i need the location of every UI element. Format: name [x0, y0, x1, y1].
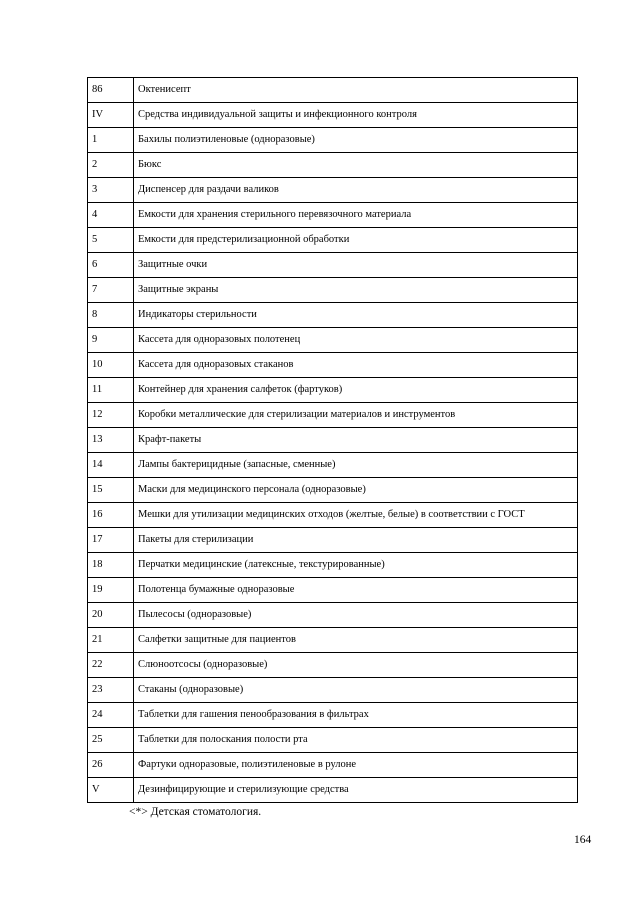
row-number-cell: 21: [88, 628, 134, 653]
row-number-cell: 16: [88, 503, 134, 528]
table-row: [88, 278, 578, 303]
item-name-cell: Емкости для предстерилизационной обработки: [134, 228, 578, 253]
item-name-cell: Защитные экраны: [134, 278, 578, 303]
table-row: [88, 178, 578, 203]
item-name-cell: Бюкс: [134, 153, 578, 178]
table-row: [88, 453, 578, 478]
item-name-cell: Средства индивидуальной защиты и инфекционного контроля: [134, 103, 578, 128]
item-name-cell: Дезинфицирующие и стерилизующие средства: [134, 778, 578, 803]
table-row: [88, 328, 578, 353]
table-row: [88, 353, 578, 378]
item-name-cell: Маски для медицинского персонала (одноразовые): [134, 478, 578, 503]
item-name-cell: Фартуки одноразовые, полиэтиленовые в рулоне: [134, 753, 578, 778]
row-number-cell: 14: [88, 453, 134, 478]
row-number-cell: 8: [88, 303, 134, 328]
row-number-cell: 18: [88, 553, 134, 578]
item-name-cell: Стаканы (одноразовые): [134, 678, 578, 703]
page-number: 164: [574, 834, 592, 846]
item-name-cell: Контейнер для хранения салфеток (фартуков): [134, 378, 578, 403]
table-row: [88, 228, 578, 253]
item-name-cell: Полотенца бумажные одноразовые: [134, 578, 578, 603]
table-row: [88, 128, 578, 153]
table-row: [88, 753, 578, 778]
item-name-cell: Таблетки для гашения пенообразования в фильтрах: [134, 703, 578, 728]
row-number-cell: 24: [88, 703, 134, 728]
table-row: [88, 403, 578, 428]
item-name-cell: Салфетки защитные для пациентов: [134, 628, 578, 653]
row-number-cell: 1: [88, 128, 134, 153]
footnote: <*> Детская стоматология.: [129, 806, 262, 818]
row-number-cell: 6: [88, 253, 134, 278]
table-row: [88, 303, 578, 328]
table-row: [88, 603, 578, 628]
table-row: [88, 778, 578, 803]
row-number-cell: 86: [88, 78, 134, 103]
table-row: [88, 378, 578, 403]
item-name-cell: Таблетки для полоскания полости рта: [134, 728, 578, 753]
row-number-cell: 12: [88, 403, 134, 428]
row-number-cell: 26: [88, 753, 134, 778]
row-number-cell: 13: [88, 428, 134, 453]
item-name-cell: Кассета для одноразовых полотенец: [134, 328, 578, 353]
table-row: [88, 628, 578, 653]
table-row: [88, 78, 578, 103]
table-row: [88, 528, 578, 553]
row-number-cell: IV: [88, 103, 134, 128]
table-row: [88, 728, 578, 753]
item-name-cell: Кассета для одноразовых стаканов: [134, 353, 578, 378]
item-name-cell: Крафт-пакеты: [134, 428, 578, 453]
item-name-cell: Перчатки медицинские (латексные, текстурированные): [134, 553, 578, 578]
row-number-cell: 10: [88, 353, 134, 378]
table-row: [88, 503, 578, 528]
row-number-cell: 17: [88, 528, 134, 553]
table-row: [88, 553, 578, 578]
item-name-cell: Лампы бактерицидные (запасные, сменные): [134, 453, 578, 478]
item-name-cell: Бахилы полиэтиленовые (одноразовые): [134, 128, 578, 153]
row-number-cell: 22: [88, 653, 134, 678]
table-row: [88, 478, 578, 503]
item-name-cell: Диспенсер для раздачи валиков: [134, 178, 578, 203]
table-row: [88, 153, 578, 178]
row-number-cell: 20: [88, 603, 134, 628]
equipment-table: [87, 77, 578, 803]
item-name-cell: Пакеты для стерилизации: [134, 528, 578, 553]
item-name-cell: Мешки для утилизации медицинских отходов (желтые, белые) в соответствии с ГОСТ: [134, 503, 578, 528]
table-row: [88, 428, 578, 453]
item-name-cell: Емкости для хранения стерильного перевязочного материала: [134, 203, 578, 228]
table-row: [88, 203, 578, 228]
table-body: [88, 78, 578, 803]
table-row: [88, 703, 578, 728]
item-name-cell: Коробки металлические для стерилизации материалов и инструментов: [134, 403, 578, 428]
table-row: [88, 103, 578, 128]
row-number-cell: 25: [88, 728, 134, 753]
table-row: [88, 578, 578, 603]
row-number-cell: 15: [88, 478, 134, 503]
item-name-cell: Индикаторы стерильности: [134, 303, 578, 328]
table-row: [88, 653, 578, 678]
item-name-cell: Пылесосы (одноразовые): [134, 603, 578, 628]
row-number-cell: 7: [88, 278, 134, 303]
row-number-cell: 3: [88, 178, 134, 203]
item-name-cell: Защитные очки: [134, 253, 578, 278]
table-row: [88, 678, 578, 703]
row-number-cell: 4: [88, 203, 134, 228]
row-number-cell: 5: [88, 228, 134, 253]
item-name-cell: Октенисепт: [134, 78, 578, 103]
row-number-cell: 19: [88, 578, 134, 603]
item-name-cell: Слюноотсосы (одноразовые): [134, 653, 578, 678]
row-number-cell: 9: [88, 328, 134, 353]
row-number-cell: V: [88, 778, 134, 803]
table-row: [88, 253, 578, 278]
row-number-cell: 23: [88, 678, 134, 703]
row-number-cell: 2: [88, 153, 134, 178]
row-number-cell: 11: [88, 378, 134, 403]
